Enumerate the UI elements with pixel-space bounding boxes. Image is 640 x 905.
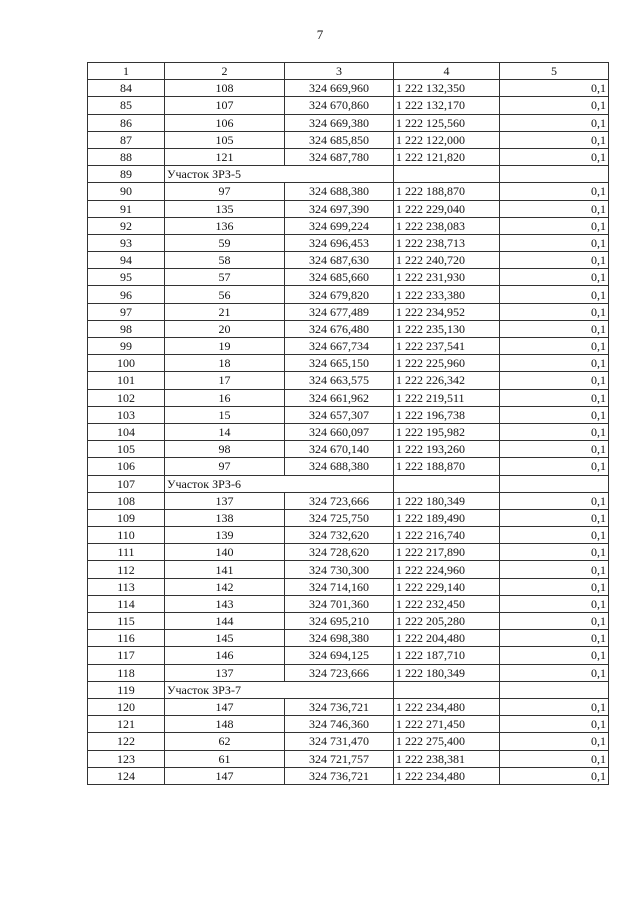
section-title-cell: Участок ЗРЗ-6 [165,475,394,492]
x-coordinate-cell: 324 688,380 [285,183,394,200]
table-row [88,131,609,148]
x-coordinate-cell: 324 685,850 [285,131,394,148]
x-coordinate-cell: 324 687,780 [285,148,394,165]
row-number-cell: 95 [88,269,165,286]
header-cell-4: 4 [394,63,500,80]
header-cell-2: 2 [165,63,285,80]
row-number-cell: 86 [88,114,165,131]
empty-cell [500,166,609,183]
table-row [88,80,609,97]
y-coordinate-cell: 1 222 188,870 [394,183,500,200]
accuracy-cell: 0,1 [500,544,609,561]
y-coordinate-cell: 1 222 229,040 [394,200,500,217]
accuracy-cell: 0,1 [500,509,609,526]
header-cell-1: 1 [88,63,165,80]
table-row [88,355,609,372]
row-number-cell: 103 [88,406,165,423]
point-number-cell: 61 [165,750,285,767]
x-coordinate-cell: 324 699,224 [285,217,394,234]
table-row [88,733,609,750]
y-coordinate-cell: 1 222 180,349 [394,492,500,509]
x-coordinate-cell: 324 663,575 [285,372,394,389]
point-number-cell: 121 [165,148,285,165]
table-row [88,630,609,647]
y-coordinate-cell: 1 222 238,381 [394,750,500,767]
row-number-cell: 106 [88,458,165,475]
x-coordinate-cell: 324 723,666 [285,492,394,509]
y-coordinate-cell: 1 222 195,982 [394,423,500,440]
point-number-cell: 135 [165,200,285,217]
table-row [88,148,609,165]
accuracy-cell: 0,1 [500,217,609,234]
y-coordinate-cell: 1 222 235,130 [394,320,500,337]
table-row [88,664,609,681]
y-coordinate-cell: 1 222 204,480 [394,630,500,647]
table-row [88,613,609,630]
empty-cell [500,681,609,698]
table-header-row [88,63,609,80]
point-number-cell: 20 [165,320,285,337]
accuracy-cell: 0,1 [500,269,609,286]
table-row [88,97,609,114]
point-number-cell: 139 [165,527,285,544]
accuracy-cell: 0,1 [500,733,609,750]
y-coordinate-cell: 1 222 233,380 [394,286,500,303]
row-number-cell: 124 [88,767,165,784]
accuracy-cell: 0,1 [500,252,609,269]
point-number-cell: 18 [165,355,285,372]
y-coordinate-cell: 1 222 224,960 [394,561,500,578]
accuracy-cell: 0,1 [500,148,609,165]
x-coordinate-cell: 324 667,734 [285,338,394,355]
point-number-cell: 15 [165,406,285,423]
accuracy-cell: 0,1 [500,664,609,681]
y-coordinate-cell: 1 222 125,560 [394,114,500,131]
section-row [88,681,609,698]
y-coordinate-cell: 1 222 122,000 [394,131,500,148]
x-coordinate-cell: 324 714,160 [285,578,394,595]
accuracy-cell: 0,1 [500,527,609,544]
row-number-cell: 93 [88,234,165,251]
point-number-cell: 58 [165,252,285,269]
header-cell-5: 5 [500,63,609,80]
point-number-cell: 147 [165,767,285,784]
row-number-cell: 104 [88,423,165,440]
page-number: 7 [316,27,324,42]
table-row [88,716,609,733]
row-number-cell: 101 [88,372,165,389]
x-coordinate-cell: 324 696,453 [285,234,394,251]
accuracy-cell: 0,1 [500,389,609,406]
y-coordinate-cell: 1 222 189,490 [394,509,500,526]
point-number-cell: 62 [165,733,285,750]
accuracy-cell: 0,1 [500,767,609,784]
x-coordinate-cell: 324 732,620 [285,527,394,544]
table-row [88,389,609,406]
x-coordinate-cell: 324 660,097 [285,423,394,440]
row-number-cell: 105 [88,441,165,458]
y-coordinate-cell: 1 222 196,738 [394,406,500,423]
table-row [88,114,609,131]
x-coordinate-cell: 324 676,480 [285,320,394,337]
row-number-cell: 111 [88,544,165,561]
table-row [88,217,609,234]
row-number-cell: 99 [88,338,165,355]
point-number-cell: 141 [165,561,285,578]
x-coordinate-cell: 324 695,210 [285,613,394,630]
x-coordinate-cell: 324 728,620 [285,544,394,561]
point-number-cell: 57 [165,269,285,286]
table-row [88,320,609,337]
x-coordinate-cell: 324 687,630 [285,252,394,269]
section-row [88,166,609,183]
y-coordinate-cell: 1 222 205,280 [394,613,500,630]
point-number-cell: 16 [165,389,285,406]
section-title-cell: Участок ЗРЗ-7 [165,681,394,698]
row-number-cell: 88 [88,148,165,165]
point-number-cell: 21 [165,303,285,320]
table-row [88,406,609,423]
x-coordinate-cell: 324 736,721 [285,767,394,784]
table-row [88,423,609,440]
table-row [88,561,609,578]
table-row [88,252,609,269]
x-coordinate-cell: 324 725,750 [285,509,394,526]
y-coordinate-cell: 1 222 226,342 [394,372,500,389]
table-row [88,338,609,355]
row-number-cell: 121 [88,716,165,733]
point-number-cell: 145 [165,630,285,647]
accuracy-cell: 0,1 [500,698,609,715]
x-coordinate-cell: 324 670,860 [285,97,394,114]
y-coordinate-cell: 1 222 238,713 [394,234,500,251]
x-coordinate-cell: 324 688,380 [285,458,394,475]
row-number-cell: 114 [88,595,165,612]
y-coordinate-cell: 1 222 237,541 [394,338,500,355]
point-number-cell: 98 [165,441,285,458]
accuracy-cell: 0,1 [500,750,609,767]
x-coordinate-cell: 324 679,820 [285,286,394,303]
point-number-cell: 97 [165,183,285,200]
empty-cell [394,681,500,698]
y-coordinate-cell: 1 222 188,870 [394,458,500,475]
x-coordinate-cell: 324 736,721 [285,698,394,715]
y-coordinate-cell: 1 222 232,450 [394,595,500,612]
coordinates-table [87,62,609,785]
x-coordinate-cell: 324 669,380 [285,114,394,131]
accuracy-cell: 0,1 [500,183,609,200]
y-coordinate-cell: 1 222 216,740 [394,527,500,544]
row-number-cell: 120 [88,698,165,715]
accuracy-cell: 0,1 [500,578,609,595]
point-number-cell: 148 [165,716,285,733]
row-number-cell: 117 [88,647,165,664]
table-row [88,269,609,286]
point-number-cell: 147 [165,698,285,715]
coordinates-table-body [88,63,609,785]
row-number-cell: 94 [88,252,165,269]
table-row [88,527,609,544]
x-coordinate-cell: 324 698,380 [285,630,394,647]
point-number-cell: 56 [165,286,285,303]
y-coordinate-cell: 1 222 217,890 [394,544,500,561]
x-coordinate-cell: 324 661,962 [285,389,394,406]
empty-cell [394,166,500,183]
row-number-cell: 102 [88,389,165,406]
point-number-cell: 19 [165,338,285,355]
header-cell-3: 3 [285,63,394,80]
row-number-cell: 100 [88,355,165,372]
table-row [88,234,609,251]
point-number-cell: 137 [165,664,285,681]
row-number-cell: 108 [88,492,165,509]
row-number-cell: 115 [88,613,165,630]
y-coordinate-cell: 1 222 271,450 [394,716,500,733]
row-number-cell: 118 [88,664,165,681]
point-number-cell: 140 [165,544,285,561]
accuracy-cell: 0,1 [500,114,609,131]
empty-cell [394,475,500,492]
accuracy-cell: 0,1 [500,355,609,372]
y-coordinate-cell: 1 222 229,140 [394,578,500,595]
table-row [88,183,609,200]
row-number-cell: 96 [88,286,165,303]
section-title-cell: Участок ЗРЗ-5 [165,166,394,183]
x-coordinate-cell: 324 670,140 [285,441,394,458]
empty-cell [500,475,609,492]
x-coordinate-cell: 324 685,660 [285,269,394,286]
table-row [88,458,609,475]
row-number-cell: 87 [88,131,165,148]
accuracy-cell: 0,1 [500,372,609,389]
row-number-cell: 84 [88,80,165,97]
table-row [88,492,609,509]
row-number-cell: 107 [88,475,165,492]
point-number-cell: 14 [165,423,285,440]
table-row [88,750,609,767]
section-row [88,475,609,492]
x-coordinate-cell: 324 694,125 [285,647,394,664]
accuracy-cell: 0,1 [500,80,609,97]
point-number-cell: 144 [165,613,285,630]
y-coordinate-cell: 1 222 180,349 [394,664,500,681]
accuracy-cell: 0,1 [500,716,609,733]
row-number-cell: 92 [88,217,165,234]
table-row [88,595,609,612]
table-row [88,303,609,320]
table-row [88,509,609,526]
accuracy-cell: 0,1 [500,131,609,148]
accuracy-cell: 0,1 [500,303,609,320]
row-number-cell: 91 [88,200,165,217]
y-coordinate-cell: 1 222 225,960 [394,355,500,372]
row-number-cell: 122 [88,733,165,750]
row-number-cell: 123 [88,750,165,767]
table-row [88,372,609,389]
y-coordinate-cell: 1 222 193,260 [394,441,500,458]
row-number-cell: 98 [88,320,165,337]
x-coordinate-cell: 324 665,150 [285,355,394,372]
y-coordinate-cell: 1 222 231,930 [394,269,500,286]
accuracy-cell: 0,1 [500,338,609,355]
point-number-cell: 59 [165,234,285,251]
table-row [88,200,609,217]
row-number-cell: 90 [88,183,165,200]
table-row [88,767,609,784]
point-number-cell: 143 [165,595,285,612]
table-row [88,647,609,664]
row-number-cell: 97 [88,303,165,320]
x-coordinate-cell: 324 657,307 [285,406,394,423]
x-coordinate-cell: 324 730,300 [285,561,394,578]
point-number-cell: 105 [165,131,285,148]
row-number-cell: 119 [88,681,165,698]
y-coordinate-cell: 1 222 238,083 [394,217,500,234]
y-coordinate-cell: 1 222 240,720 [394,252,500,269]
x-coordinate-cell: 324 697,390 [285,200,394,217]
row-number-cell: 89 [88,166,165,183]
row-number-cell: 109 [88,509,165,526]
table-row [88,441,609,458]
table-row [88,578,609,595]
point-number-cell: 138 [165,509,285,526]
accuracy-cell: 0,1 [500,561,609,578]
point-number-cell: 106 [165,114,285,131]
y-coordinate-cell: 1 222 187,710 [394,647,500,664]
x-coordinate-cell: 324 677,489 [285,303,394,320]
accuracy-cell: 0,1 [500,630,609,647]
row-number-cell: 85 [88,97,165,114]
table-row [88,698,609,715]
accuracy-cell: 0,1 [500,595,609,612]
point-number-cell: 142 [165,578,285,595]
row-number-cell: 112 [88,561,165,578]
table-row [88,544,609,561]
accuracy-cell: 0,1 [500,286,609,303]
point-number-cell: 136 [165,217,285,234]
accuracy-cell: 0,1 [500,406,609,423]
y-coordinate-cell: 1 222 275,400 [394,733,500,750]
x-coordinate-cell: 324 721,757 [285,750,394,767]
x-coordinate-cell: 324 701,360 [285,595,394,612]
x-coordinate-cell: 324 731,470 [285,733,394,750]
point-number-cell: 97 [165,458,285,475]
accuracy-cell: 0,1 [500,200,609,217]
y-coordinate-cell: 1 222 132,170 [394,97,500,114]
row-number-cell: 116 [88,630,165,647]
accuracy-cell: 0,1 [500,492,609,509]
y-coordinate-cell: 1 222 219,511 [394,389,500,406]
point-number-cell: 137 [165,492,285,509]
table-row [88,286,609,303]
y-coordinate-cell: 1 222 234,480 [394,698,500,715]
accuracy-cell: 0,1 [500,234,609,251]
accuracy-cell: 0,1 [500,97,609,114]
row-number-cell: 113 [88,578,165,595]
y-coordinate-cell: 1 222 132,350 [394,80,500,97]
x-coordinate-cell: 324 746,360 [285,716,394,733]
x-coordinate-cell: 324 669,960 [285,80,394,97]
row-number-cell: 110 [88,527,165,544]
accuracy-cell: 0,1 [500,320,609,337]
accuracy-cell: 0,1 [500,423,609,440]
point-number-cell: 146 [165,647,285,664]
point-number-cell: 17 [165,372,285,389]
x-coordinate-cell: 324 723,666 [285,664,394,681]
accuracy-cell: 0,1 [500,647,609,664]
y-coordinate-cell: 1 222 234,952 [394,303,500,320]
accuracy-cell: 0,1 [500,458,609,475]
point-number-cell: 108 [165,80,285,97]
accuracy-cell: 0,1 [500,613,609,630]
y-coordinate-cell: 1 222 121,820 [394,148,500,165]
y-coordinate-cell: 1 222 234,480 [394,767,500,784]
accuracy-cell: 0,1 [500,441,609,458]
point-number-cell: 107 [165,97,285,114]
